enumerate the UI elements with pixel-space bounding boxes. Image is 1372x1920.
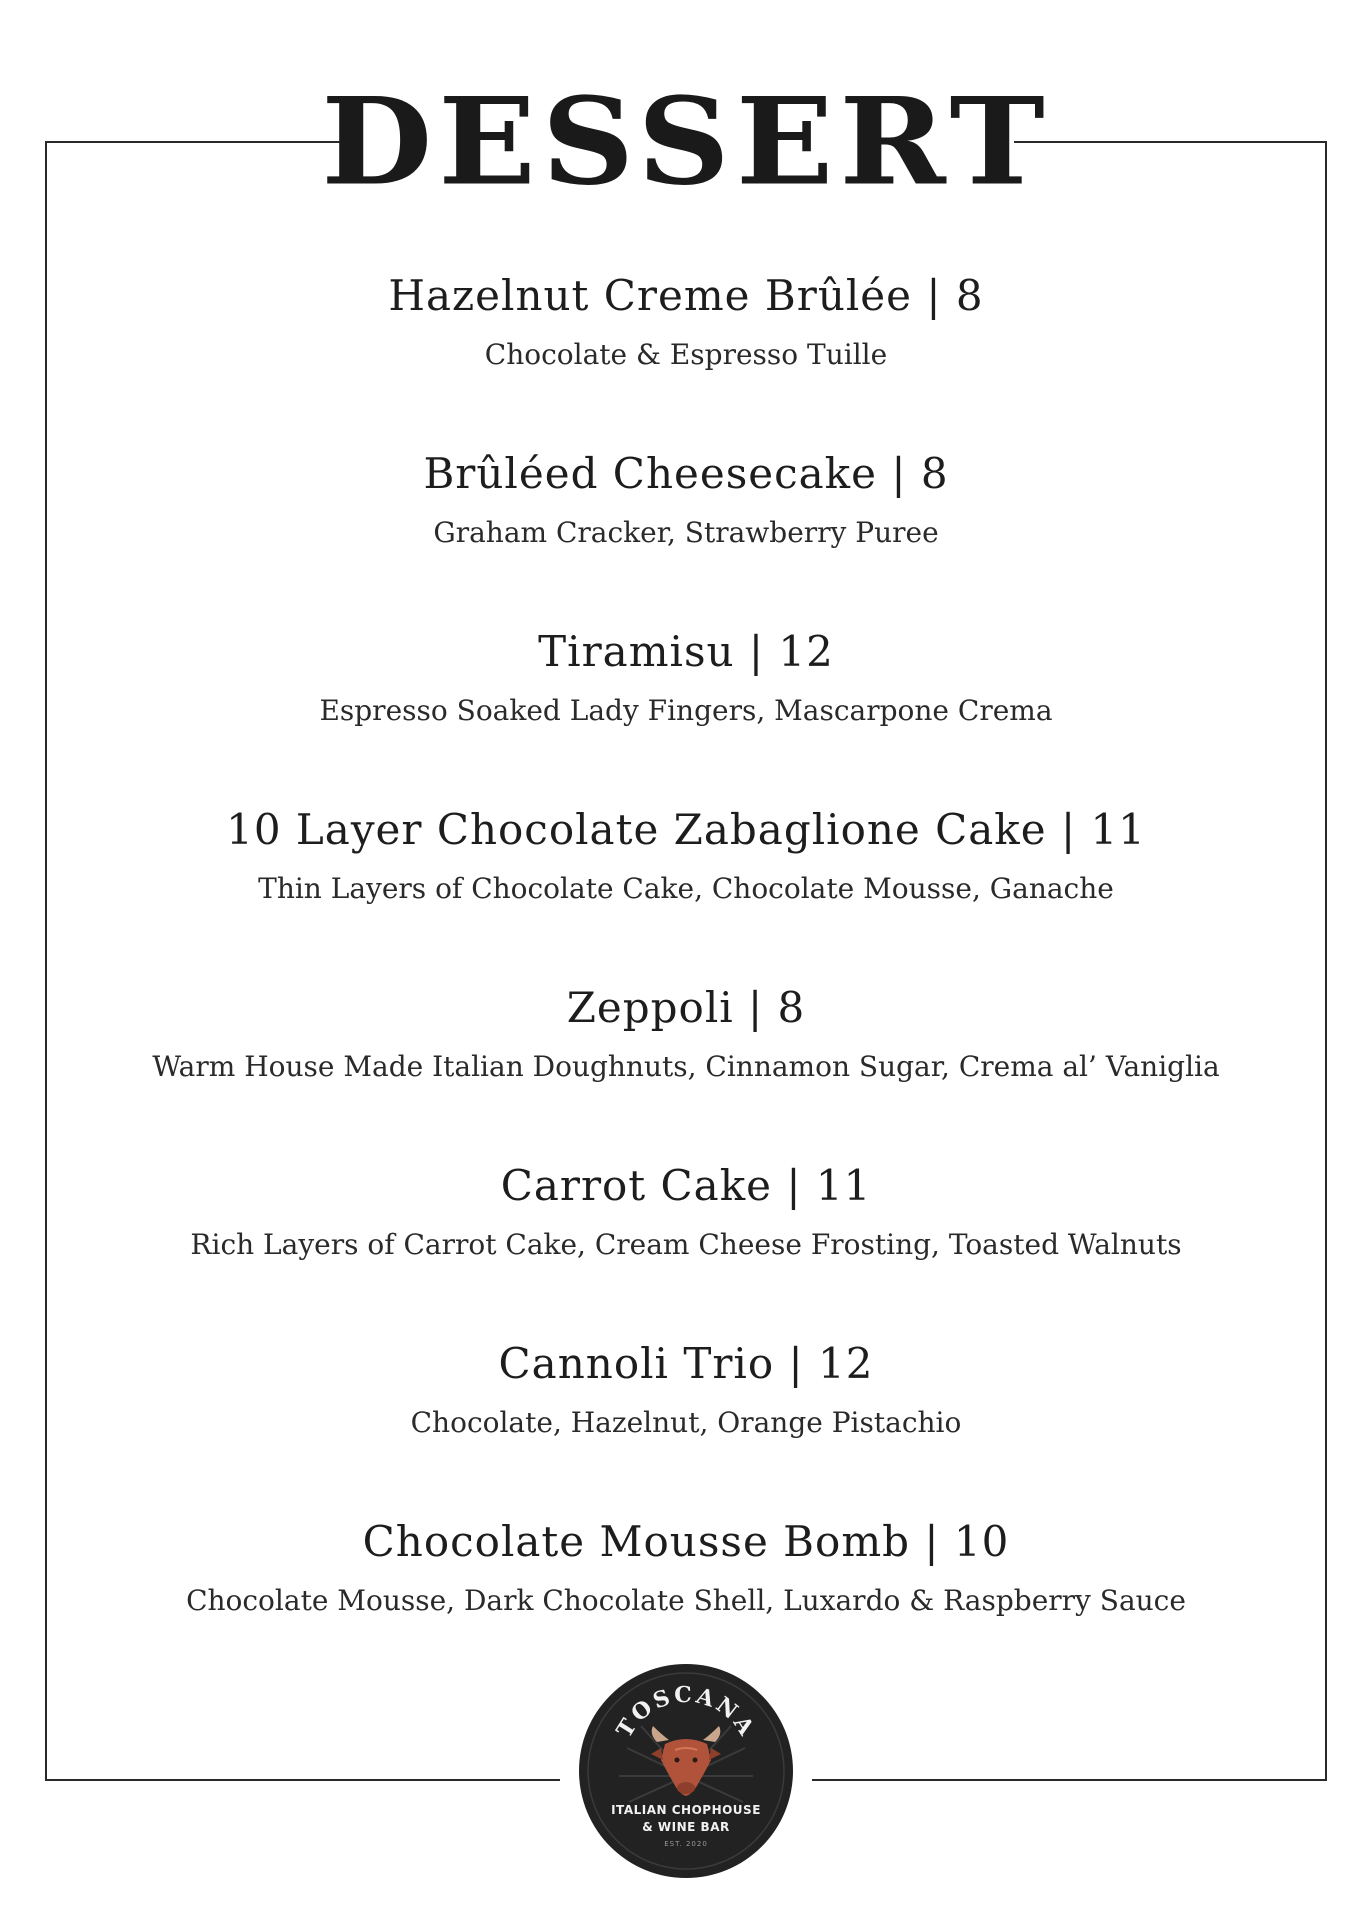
item-name: Tiramisu | 12 — [538, 627, 834, 676]
menu-item-cannoli-trio — [45, 1333, 1327, 1511]
menu-item-zeppoli — [45, 977, 1327, 1155]
menu-item-bruleed-cheesecake — [45, 443, 1327, 621]
logo-tagline-line1: ITALIAN CHOPHOUSE — [611, 1803, 761, 1817]
menu-item-carrot-cake — [45, 1155, 1327, 1333]
logo-established: EST. 2020 — [664, 1840, 708, 1848]
item-name: 10 Layer Chocolate Zabaglione Cake | 11 — [226, 805, 1146, 854]
bull-head-icon — [651, 1726, 721, 1796]
menu-item-chocolate-mousse-bomb — [45, 1511, 1327, 1689]
item-name: Chocolate Mousse Bomb | 10 — [362, 1517, 1010, 1566]
item-description: Espresso Soaked Lady Fingers, Mascarpone Crema — [319, 694, 1053, 727]
menu-title: DESSERT — [321, 71, 1051, 213]
item-name: Cannoli Trio | 12 — [498, 1339, 874, 1388]
item-description: Graham Cracker, Strawberry Puree — [433, 516, 939, 549]
item-description: Chocolate, Hazelnut, Orange Pistachio — [410, 1406, 962, 1439]
item-description: Rich Layers of Carrot Cake, Cream Cheese Frosting, Toasted Walnuts — [190, 1228, 1182, 1261]
menu-item-tiramisu — [45, 621, 1327, 799]
logo-brand-text: TOSCANA — [611, 1681, 761, 1743]
item-description: Thin Layers of Chocolate Cake, Chocolate Mousse, Ganache — [258, 872, 1114, 905]
item-description: Chocolate & Espresso Tuille — [484, 338, 888, 371]
toscana-logo — [579, 1664, 793, 1878]
item-name: Zeppoli | 8 — [566, 983, 806, 1032]
menu-item-zabaglione-cake — [45, 799, 1327, 977]
item-description: Chocolate Mousse, Dark Chocolate Shell, Luxardo & Raspberry Sauce — [186, 1584, 1186, 1617]
item-name: Carrot Cake | 11 — [500, 1161, 872, 1210]
menu-item-hazelnut-creme-brulee — [45, 265, 1327, 443]
dessert-list — [45, 265, 1327, 1689]
item-description: Warm House Made Italian Doughnuts, Cinnamon Sugar, Crema al’ Vaniglia — [152, 1050, 1220, 1083]
logo-tagline-line2: & WINE BAR — [642, 1820, 730, 1834]
item-name: Hazelnut Creme Brûlée | 8 — [388, 271, 984, 320]
item-name: Brûléed Cheesecake | 8 — [423, 449, 949, 498]
